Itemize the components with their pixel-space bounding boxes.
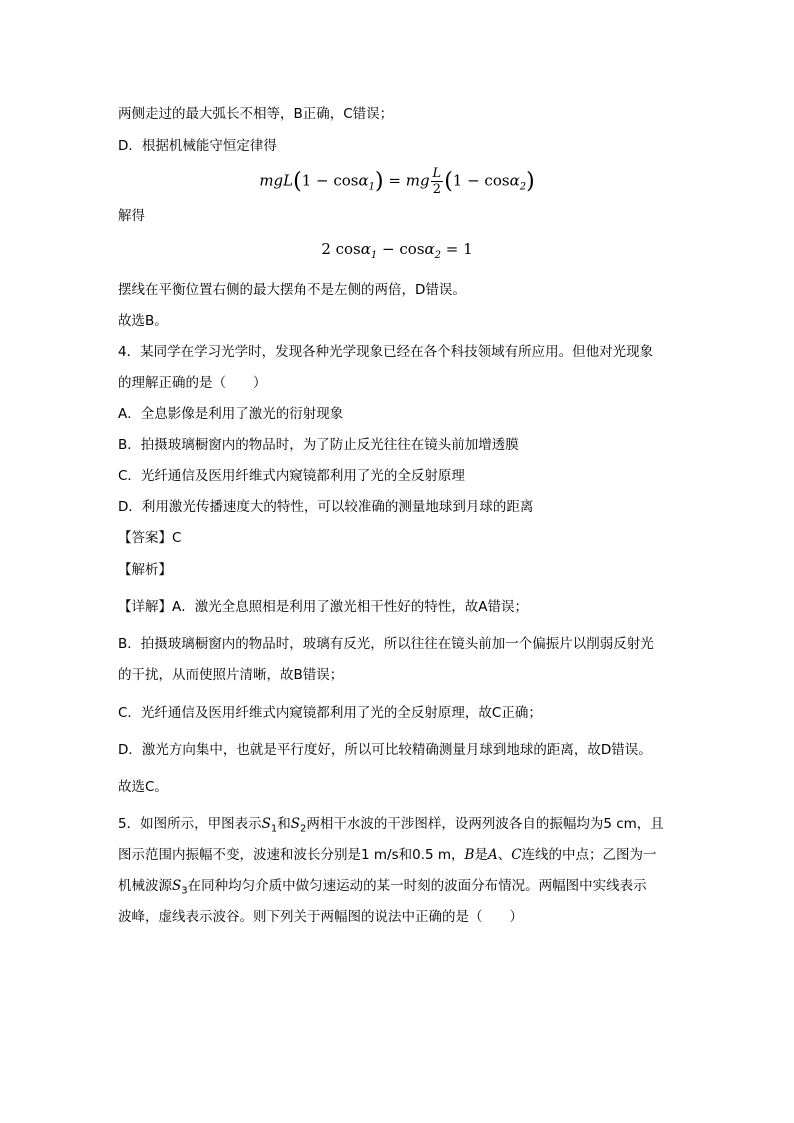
option-a: A．全息影像是利用了激光的衍射现象 (118, 406, 344, 422)
text-line: 解得 (118, 208, 145, 224)
question-stem: 5．如图所示，甲图表示$S_1$和$S_2$两相干水波的干涉图样，设两列波各自的振幅均为5 cm，且 (118, 816, 664, 835)
text-line: 【详解】A．激光全息照相是利用了激光相干性好的特性，故A错误； (118, 599, 528, 615)
question-stem: 波峰，虚线表示波谷。则下列关于两幅图的说法中正确的是（ ） (118, 909, 523, 925)
option-b: B．拍摄玻璃橱窗内的物品时，为了防止反光往往在镜头前加增透膜 (118, 437, 519, 453)
option-c: C．光纤通信及医用纤维式内窥镜都利用了光的全反射原理 (118, 468, 465, 484)
answer-label: 【答案】C (118, 530, 182, 546)
text-line: 故选B。 (118, 313, 168, 329)
option-d: D．利用激光传播速度大的特性，可以较准确的测量地球到月球的距离 (118, 499, 534, 515)
question-stem: 机械波源$S_3$在同种均匀介质中做匀速运动的某一时刻的波面分布情况。两幅图中实线表示 (118, 878, 647, 897)
equation-angle-relation: 2 cosα$_1$ − cosα$_2$ = 1 (321, 240, 473, 261)
text-line: D．激光方向集中，也就是平行度好，所以可比较精确测量月球到地球的距离，故D错误。 (118, 742, 652, 758)
text-line: B．拍摄玻璃橱窗内的物品时，玻璃有反光，所以往往在镜头前加一个偏振片以削弱反射光 (118, 636, 654, 652)
question-stem: 图示范围内振幅不变，波速和波长分别是1 m/s和0.5 m，B是A、C连线的中点；乙图为一 (118, 847, 657, 863)
text-line: C．光纤通信及医用纤维式内窥镜都利用了光的全反射原理，故C正确； (118, 705, 542, 721)
text-line: D．根据机械能守恒定律得 (118, 138, 277, 154)
fraction: $\frac{L}{2}$ (432, 166, 442, 197)
text-line: 故选C。 (118, 779, 168, 795)
text-line: 的干扰，从而使照片清晰，故B错误； (118, 667, 344, 683)
question-stem: 4．某同学在学习光学时，发现各种光学现象已经在各个科技领域有所应用。但他对光现象 (118, 344, 654, 360)
equation-energy-conservation: mgL(1 − cosα$_1$) = mg $\frac{L}{2}$ (1 − cosα$_2$) (259, 166, 535, 197)
analysis-label: 【解析】 (118, 562, 172, 578)
text-line: 两侧走过的最大弧长不相等，B正确，C错误； (118, 106, 394, 122)
question-stem: 的理解正确的是（ ） (118, 375, 267, 391)
text-line: 摆线在平衡位置右侧的最大摆角不是左侧的两倍，D错误。 (118, 282, 466, 298)
